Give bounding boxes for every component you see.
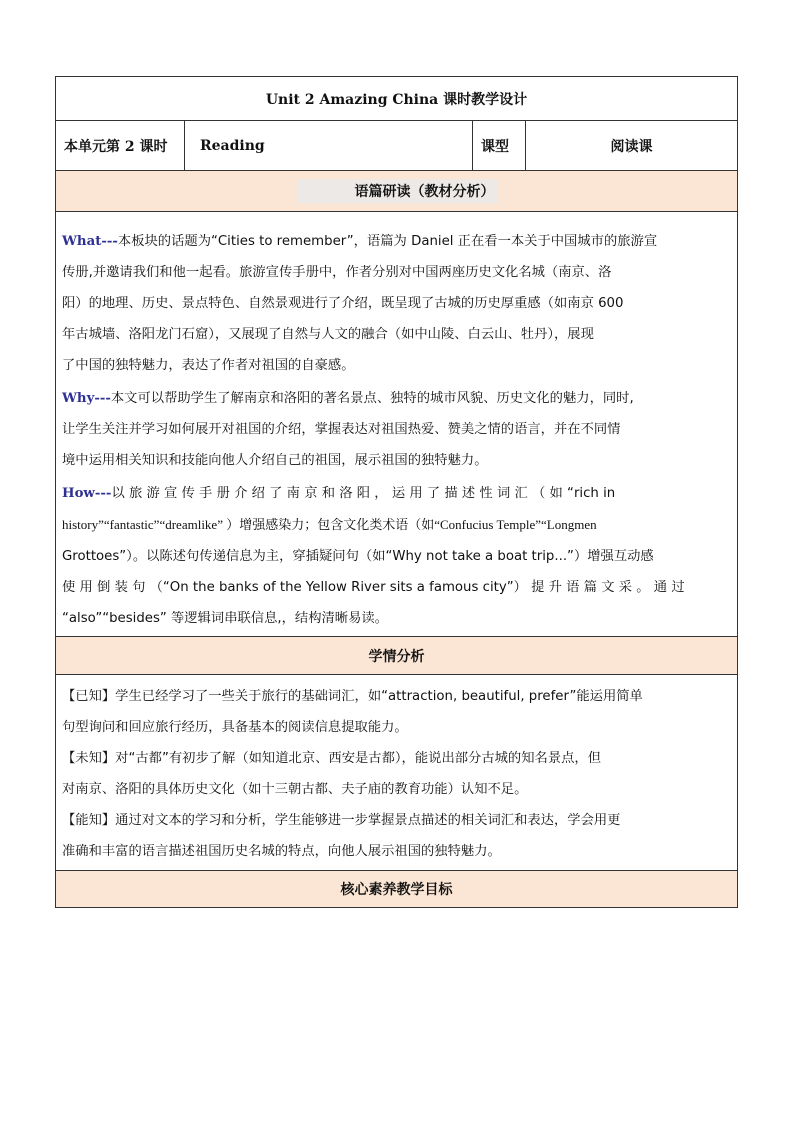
how-label: How--- — [62, 486, 112, 501]
document-title: Unit 2 Amazing China 课时教学设计 — [56, 77, 737, 121]
section-heading-analysis — [56, 171, 737, 212]
lesson-type-value: 阅读课 — [610, 138, 653, 155]
what-label: What--- — [62, 234, 118, 249]
lesson-topic: Reading — [185, 121, 473, 170]
why-label: Why--- — [62, 391, 111, 406]
what-paragraph: What---本板块的话题为“Cities to remember”，语篇为 Daniel 正在看一本关于中国城市的旅游宣 传册,并邀请我们和他一起看。旅游宣传手册中，作者分别对中国两座历史文化名城（南京、洛 阳）的地理、历史、景点特色、自然景观进行了介绍，既呈现了古城的历史厚重感（如南京 600 年古城墙、洛阳龙门石窟），又展现了自然与人文的融合（如中山陵、白云山、牡丹），展现 了中国的独特魅力，表达了作者对祖国的自豪感。 — [62, 234, 658, 373]
learner-analysis-body — [56, 675, 737, 871]
text-analysis-body — [56, 212, 737, 637]
section-heading-objectives: 核心素养教学目标 — [56, 871, 737, 907]
how-paragraph: How---以 旅 游 宣 传 手 册 介 绍 了 南 京 和 洛 阳 ， 运 用 了 描 述 性 词 汇 （ 如 “rich in history”“fantastic”“dreamlike” ）增强感染力；包含文化类术语（如“Confucius Temple”“Longmen Grottoes”）。以陈述句传递信息为主，穿插疑问句（如“Why not take a boat trip...”）增强互动感 使 用 倒 装 句 （“On the banks of the Yellow River sits a famous city”） 提 升 语 篇 文 采 。 通 过 “also”“besides” 等逻辑词串联信息,，结构清晰易读。 — [62, 486, 685, 626]
lesson-number: 本单元第 2 课时 — [56, 121, 185, 170]
known-item: 【已知】学生已经学习了一些关于旅行的基础词汇，如“attraction, beautiful, prefer”能运用简单 句型询问和回应旅行经历，具备基本的阅读信息提取能力。 — [62, 689, 643, 735]
lesson-plan-table — [55, 76, 738, 908]
section-heading-text: 语篇研读（教材分析） — [297, 179, 497, 203]
lesson-type-label: 课型 — [473, 121, 526, 170]
unknown-item: 【未知】对“古都”有初步了解（如知道北京、西安是古都），能说出部分古城的知名景点，但 对南京、洛阳的具体历史文化（如十三朝古都、夫子庙的教育功能）认知不足。 — [62, 751, 602, 797]
why-paragraph: Why---本文可以帮助学生了解南京和洛阳的著名景点、独特的城市风貌、历史文化的魅力，同时, 让学生关注并学习如何展开对祖国的介绍，掌握表达对祖国热爱、赞美之情的语言，并在不同情 境中运用相关知识和技能向他人介绍自己的祖国，展示祖国的独特魅力。 — [62, 391, 634, 468]
achievable-item: 【能知】通过对文本的学习和分析，学生能够进一步掌握景点描述的相关词汇和表达，学会用更 准确和丰富的语言描述祖国历史名城的特点，向他人展示祖国的独特魅力。 — [62, 813, 621, 859]
section-heading-learners: 学情分析 — [56, 637, 737, 675]
lesson-info-row — [56, 121, 737, 171]
